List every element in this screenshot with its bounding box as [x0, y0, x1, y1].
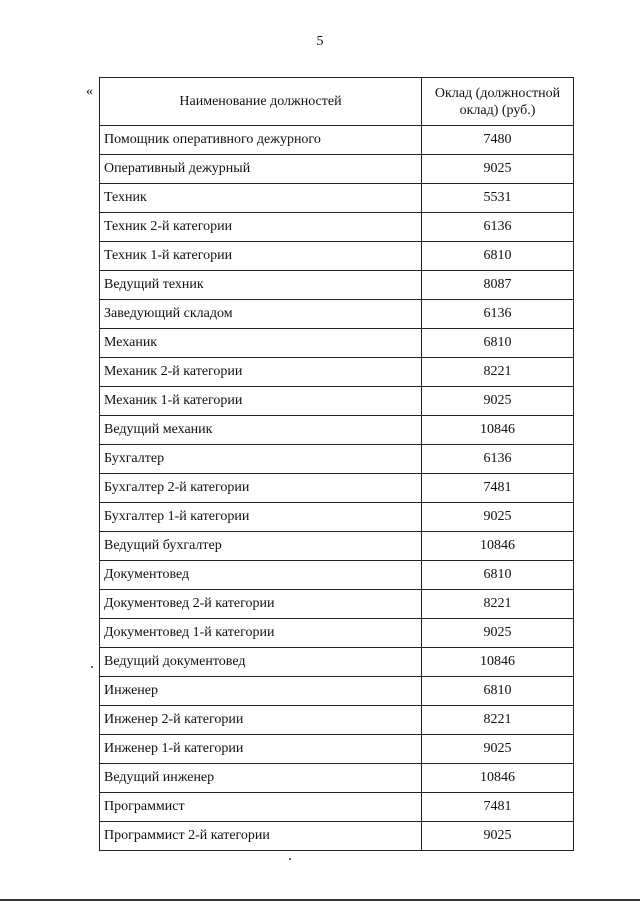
salary-value: 10846	[422, 648, 574, 677]
table-row	[100, 648, 574, 677]
position-name: Механик	[100, 329, 422, 358]
salary-value: 9025	[422, 619, 574, 648]
position-name: Механик 1-й категории	[100, 387, 422, 416]
table-row	[100, 532, 574, 561]
header-salary: Оклад (должностной оклад) (руб.)	[422, 78, 574, 126]
page-number: 5	[316, 34, 324, 49]
position-name: Программист	[100, 793, 422, 822]
table-row	[100, 271, 574, 300]
position-name: Программист 2-й категории	[100, 822, 422, 851]
table-row	[100, 242, 574, 271]
position-name: Бухгалтер 1-й категории	[100, 503, 422, 532]
position-name: Ведущий инженер	[100, 764, 422, 793]
salary-value: 6810	[422, 561, 574, 590]
position-name: Документовед 1-й категории	[100, 619, 422, 648]
table-row	[100, 590, 574, 619]
table-row	[100, 793, 574, 822]
table-row	[100, 329, 574, 358]
table-row	[100, 474, 574, 503]
position-name: Техник	[100, 184, 422, 213]
table-row	[100, 126, 574, 155]
position-name: Инженер	[100, 677, 422, 706]
salary-value: 9025	[422, 387, 574, 416]
salary-value: 6136	[422, 445, 574, 474]
table-row	[100, 764, 574, 793]
salary-value: 10846	[422, 416, 574, 445]
salary-value: 7481	[422, 793, 574, 822]
salary-value: 10846	[422, 764, 574, 793]
table-row	[100, 561, 574, 590]
position-name: Инженер 2-й категории	[100, 706, 422, 735]
position-name: Техник 1-й категории	[100, 242, 422, 271]
table-row	[100, 619, 574, 648]
salary-value: 6810	[422, 329, 574, 358]
position-name: Документовед	[100, 561, 422, 590]
position-name: Ведущий бухгалтер	[100, 532, 422, 561]
table-body	[100, 126, 574, 851]
position-name: Бухгалтер 2-й категории	[100, 474, 422, 503]
position-name: Бухгалтер	[100, 445, 422, 474]
position-name: Ведущий техник	[100, 271, 422, 300]
salary-value: 10846	[422, 532, 574, 561]
position-name: Ведущий механик	[100, 416, 422, 445]
salary-value: 6136	[422, 300, 574, 329]
opening-quote-mark: «	[86, 84, 93, 99]
position-name: Ведущий документовед	[100, 648, 422, 677]
salary-value: 6810	[422, 242, 574, 271]
position-name: Инженер 1-й категории	[100, 735, 422, 764]
salary-value: 9025	[422, 735, 574, 764]
salary-value: 6810	[422, 677, 574, 706]
table-row	[100, 445, 574, 474]
salary-value: 8087	[422, 271, 574, 300]
table-row	[100, 416, 574, 445]
table-row	[100, 155, 574, 184]
table-row	[100, 300, 574, 329]
position-name: Заведующий складом	[100, 300, 422, 329]
table-row	[100, 735, 574, 764]
table-row	[100, 213, 574, 242]
table-row	[100, 184, 574, 213]
table-row	[100, 677, 574, 706]
table-row	[100, 387, 574, 416]
salary-value: 7480	[422, 126, 574, 155]
salary-value: 8221	[422, 590, 574, 619]
scan-speck	[289, 858, 291, 860]
position-name: Механик 2-й категории	[100, 358, 422, 387]
salary-value: 8221	[422, 358, 574, 387]
salary-value: 9025	[422, 822, 574, 851]
header-position: Наименование должностей	[100, 78, 422, 126]
table-row	[100, 358, 574, 387]
table-header-row	[100, 78, 574, 126]
salary-value: 9025	[422, 155, 574, 184]
salary-value: 7481	[422, 474, 574, 503]
salary-value: 6136	[422, 213, 574, 242]
table-row	[100, 503, 574, 532]
position-name: Техник 2-й категории	[100, 213, 422, 242]
salary-value: 5531	[422, 184, 574, 213]
position-name: Оперативный дежурный	[100, 155, 422, 184]
page-bottom-edge	[0, 899, 640, 901]
salary-table	[99, 77, 574, 851]
table-row	[100, 706, 574, 735]
table-row	[100, 822, 574, 851]
salary-value: 8221	[422, 706, 574, 735]
salary-value: 9025	[422, 503, 574, 532]
position-name: Помощник оперативного дежурного	[100, 126, 422, 155]
position-name: Документовед 2-й категории	[100, 590, 422, 619]
scan-speck	[91, 666, 93, 668]
